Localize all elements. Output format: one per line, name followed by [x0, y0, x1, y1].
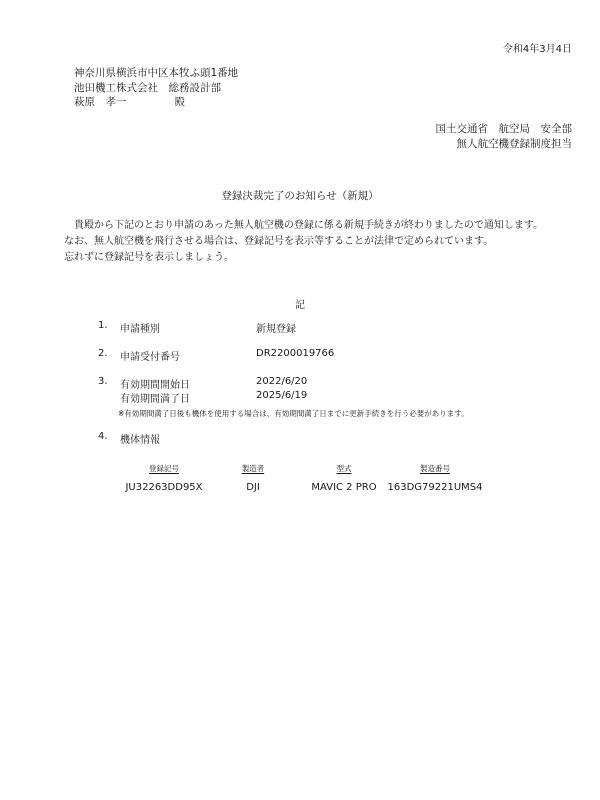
document-title: 登録決裁完了のお知らせ（新規） — [221, 190, 379, 202]
machine-table-header — [0, 463, 600, 475]
item-value: 新規登録 — [256, 324, 296, 335]
model-value: MAVIC 2 PRO — [311, 482, 377, 493]
body-line-3: 忘れずに登録記号を表示しましょう。 — [64, 252, 234, 263]
document-date: 令和4年3月4日 — [502, 44, 572, 55]
body-line-2: なお、無人航空機を飛行させる場合は、登録記号を表示等することが法律で定められています。 — [64, 236, 494, 247]
addressee-honorific: 殿 — [174, 96, 185, 108]
item-row-valid-start — [0, 376, 600, 390]
item-value: 2022/6/20 — [256, 376, 308, 387]
item-value: DR2200019766 — [256, 348, 335, 359]
body-line-1: 貴殿から下記のとおり申請のあった無人航空機の登録に係る新規手続きが終わりましたので通知します。 — [74, 220, 544, 231]
machine-table-row — [0, 482, 600, 496]
registration-code-value: JU32263DD95X — [125, 482, 203, 493]
item-number: 2. — [98, 348, 108, 359]
sender-org: 国土交通省 航空局 安全部 — [435, 123, 572, 135]
item-label: 有効期間満了日 — [120, 394, 190, 405]
addressee-company: 池田機工株式会社 総務設計部 — [74, 81, 221, 94]
item-row-valid-end — [0, 390, 600, 404]
item-row-application-type — [0, 320, 600, 334]
addressee-block — [74, 66, 238, 110]
item-row-machine-info — [0, 431, 600, 445]
manufacturer-value: DJI — [246, 482, 260, 493]
addressee-name: 萩原 孝一 — [74, 96, 127, 108]
serial-number-value: 163DG79221UMS4 — [387, 482, 483, 493]
item-number: 4. — [98, 431, 108, 442]
column-header-model: 型式 — [336, 464, 352, 473]
item-label: 機体情報 — [120, 435, 160, 446]
ki-heading: 記 — [295, 300, 305, 311]
item-number: 3. — [98, 376, 108, 387]
item-row-receipt-number — [0, 348, 600, 362]
column-header-manufacturer: 製造者 — [241, 464, 265, 473]
item-label: 有効期間開始日 — [120, 380, 190, 391]
body-text — [64, 218, 543, 266]
item-label: 申請受付番号 — [120, 352, 180, 363]
expiry-note: ※有効期間満了日後も機体を使用する場合は、有効期間満了日までに更新手続きを行う必要があります。 — [118, 409, 469, 418]
addressee-name-line — [74, 95, 238, 110]
sender-dept: 無人航空機登録制度担当 — [456, 137, 572, 150]
addressee-address: 神奈川県横浜市中区本牧ふ頭1番地 — [74, 67, 239, 79]
item-label: 申請種別 — [120, 324, 160, 335]
item-number: 1. — [98, 320, 108, 331]
item-value: 2025/6/19 — [256, 390, 308, 401]
column-header-registration-code: 登録記号 — [149, 464, 179, 473]
column-header-serial-number: 製造番号 — [420, 464, 450, 473]
sender-block — [436, 122, 573, 151]
